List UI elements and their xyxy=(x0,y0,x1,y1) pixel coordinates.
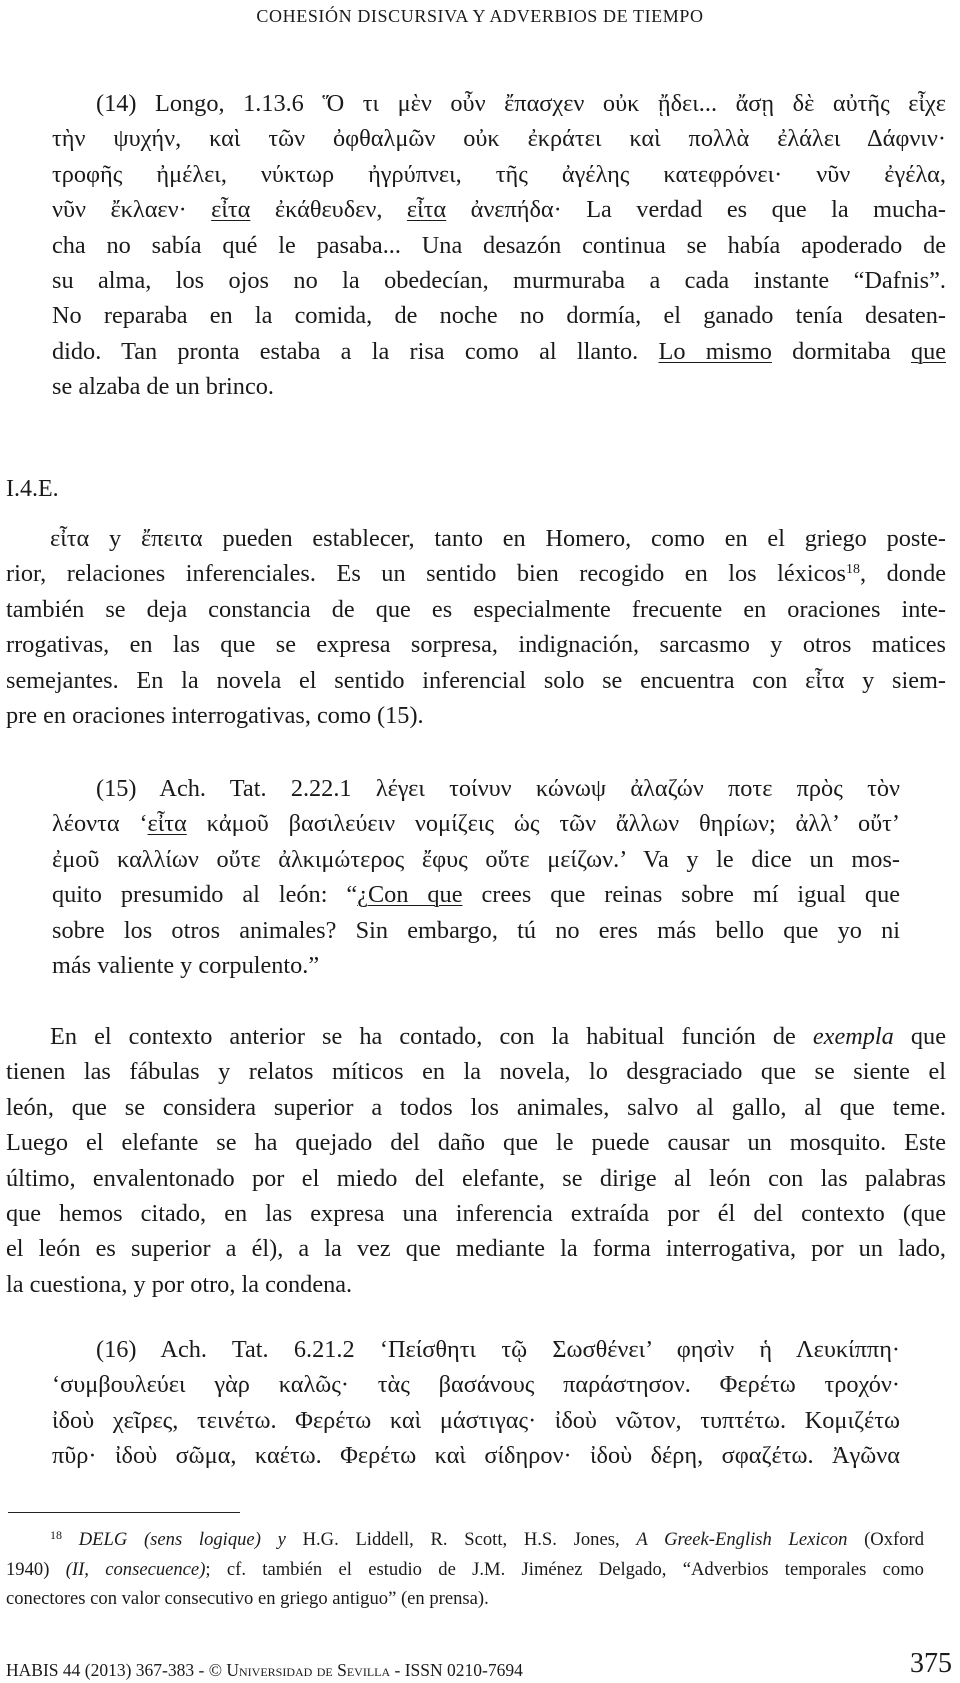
footnote-line: 1940) (II, consecuence); cf. también el estudio de J.M. Jiménez Delgado, “Adverbios temporales como xyxy=(6,1558,924,1580)
text-line: quito presumido al león: “¿Con que crees que reinas sobre mí igual que xyxy=(52,881,901,909)
running-head: COHESIÓN DISCURSIVA Y ADVERBIOS DE TIEMPO xyxy=(256,6,704,26)
text-line: Luego el elefante se ha quejado del daño que le puede causar un mosquito. Este xyxy=(6,1129,946,1157)
text-line: dido. Tan pronta estaba a la risa como al llanto. Lo mismo dormitaba que xyxy=(52,337,947,365)
section-heading: I.4.E. xyxy=(6,476,59,502)
footnote-number: 18 xyxy=(50,1528,62,1542)
text-line: león, que se considera superior a todos los animales, salvo al gallo, al que teme. xyxy=(6,1093,946,1121)
text-line: En el contexto anterior se ha contado, con la habitual función de exempla que xyxy=(50,1023,946,1050)
text-line: semejantes. En la novela el sentido inferencial solo se encuentra con εἶτα y siem- xyxy=(6,666,946,694)
underlined-eita: εἶτα xyxy=(406,196,447,224)
footnote-ref: 18 xyxy=(846,562,860,578)
text-line: más valiente y corpulento.” xyxy=(52,952,320,980)
text-line: último, envalentonado por el miedo del elefante, se dirige al león con las palabras xyxy=(6,1164,946,1192)
text-line: εἶτα y ἔπειτα pueden establecer, tanto en Homero, como en el griego poste- xyxy=(50,525,946,552)
text-line: que hemos citado, en las expresa una inferencia extraída por él del contexto (que xyxy=(6,1200,946,1228)
text-line: τὴν ψυχήν, καὶ τῶν ὀφθαλμῶν οὐκ ἐκράτει καὶ πολλὰ ἐλάλει Δάφνιν· xyxy=(52,125,946,153)
publisher: Universidad de Sevilla xyxy=(226,1660,391,1680)
underlined-lo-mismo: Lo mismo xyxy=(658,337,772,365)
footnote-rule xyxy=(8,1512,240,1513)
underlined-con-que: ¿Con que xyxy=(357,881,463,909)
footnote-line: $^{18}$ DELG (sens logique) y H.G. Liddell, R. Scott, H.S. Jones, A Greek-English Lexicon (Oxford xyxy=(50,1528,925,1550)
underlined-que: que xyxy=(910,337,947,365)
text-line: πῦρ· ἰδοὺ σῶμα, καέτω. Φερέτω καὶ σίδηρον· ἰδοὺ δέρη, σφαζέτω. Ἀγῶνα xyxy=(52,1442,900,1470)
text-line: (15) Ach. Tat. 2.22.1 λέγει τοίνυν κώνωψ ἀλαζών ποτε πρὸς τὸν xyxy=(96,775,900,802)
text-line: cha no sabía qué le pasaba... Una desazón continua se había apoderado de xyxy=(52,231,946,259)
page-number: 375 xyxy=(910,1648,952,1679)
text-line: su alma, los ojos no la obedecían, murmuraba a cada instante “Dafnis”. xyxy=(52,267,946,295)
underlined-eita: εἶτα xyxy=(147,810,187,838)
footnote-line: conectores con valor consecutivo en griego antiguo” (en prensa). xyxy=(6,1588,489,1609)
example-14 xyxy=(52,86,946,405)
text-line: νῦν ἔκλαεν· εἶτα ἐκάθευδεν, εἶτα ἀνεπήδα· La verdad es que la mucha- xyxy=(52,196,946,224)
page-footer: HABIS 44 (2013) 367-383 - © Universidad de Sevilla - ISSN 0210-7694 xyxy=(6,1660,523,1680)
underlined-eita: εἶτα xyxy=(211,196,251,224)
text-line: λέοντα ‘εἶτα κἀμοῦ βασιλεύειν νομίζεις ὡς τῶν ἄλλων θηρίων; ἀλλ’ οὔτ’ xyxy=(52,810,901,838)
example-16 xyxy=(52,1332,900,1474)
text-line: τροφῆς ἠμέλει, νύκτωρ ἠγρύπνει, τῆς ἀγέλης κατεφρόνει· νῦν ἐγέλα, xyxy=(52,160,946,188)
paragraph-1 xyxy=(6,521,946,733)
text-line: sobre los otros animales? Sin embargo, tú no eres más bello que yo ni xyxy=(52,916,900,944)
text-line: el león es superior a él), a la vez que mediante la forma interrogativa, por un lado, xyxy=(6,1235,946,1263)
text-line: se alzaba de un brinco. xyxy=(52,373,274,401)
text-line: ‘συμβουλεύει γὰρ καλῶς· τὰς βασάνους παράστησον. Φερέτω τροχόν· xyxy=(52,1371,900,1399)
text-line: también se deja constancia de que es especialmente frecuente en oraciones inte- xyxy=(6,595,946,623)
footnote-18 xyxy=(6,1525,924,1614)
text-line: tienen las fábulas y relatos míticos en la novela, lo desgraciado que se siente el xyxy=(6,1058,946,1086)
text-line: No reparaba en la comida, de noche no dormía, el ganado tenía desaten- xyxy=(52,302,946,330)
text-line: ἐμοῦ καλλίων οὔτε ἀλκιμώτερος ἔφυς οὔτε μείζων.’ Va y le dice un mos- xyxy=(52,845,900,873)
text-line: pre en oraciones interrogativas, como (15). xyxy=(6,702,424,730)
text-line: rrogativas, en las que se expresa sorpresa, indignación, sarcasmo y otros matices xyxy=(6,631,946,659)
text-line: (14) Longo, 1.13.6 Ὅ τι μὲν οὖν ἔπασχεν οὐκ ᾔδει... ἄσῃ δὲ αὐτῆς εἶχε xyxy=(96,90,946,117)
text-line: rior, relaciones inferenciales. Es un sentido bien recogido en los léxicos$^{18}$, donde xyxy=(6,560,946,588)
example-15 xyxy=(52,771,900,983)
text-line: (16) Ach. Tat. 6.21.2 ‘Πείσθητι τῷ Σωσθένει’ φησὶν ἡ Λευκίππη· xyxy=(96,1336,900,1363)
paragraph-2 xyxy=(6,1019,946,1302)
text-line: ἰδοὺ χεῖρες, τεινέτω. Φερέτω καὶ μάστιγας· ἰδοὺ νῶτον, τυπτέτω. Κομιζέτω xyxy=(52,1406,900,1434)
text-line: la cuestiona, y por otro, la condena. xyxy=(6,1270,353,1298)
